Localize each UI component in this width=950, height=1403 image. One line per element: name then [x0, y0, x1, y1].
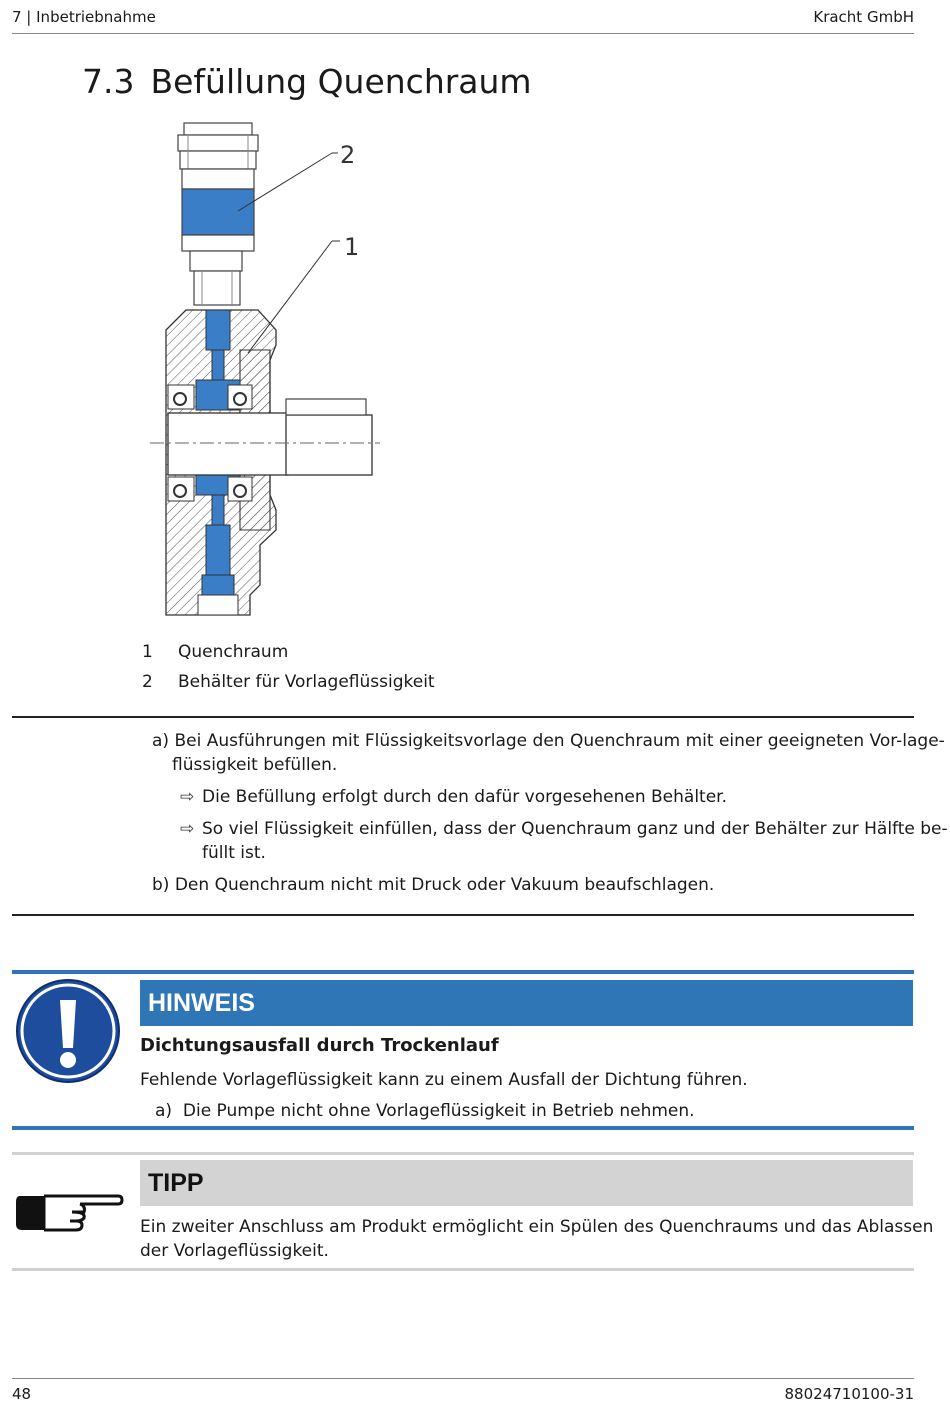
hinweis-step-letter: a)	[155, 1101, 173, 1121]
hinweis-bottom-rule	[12, 1126, 914, 1130]
section-title-text: Befüllung Quenchraum	[150, 62, 532, 101]
result-text: So viel Flüssigkeit einfüllen, dass der Quenchraum ganz und der Behälter zur Hälfte be-	[202, 819, 948, 839]
callout-1: 1	[344, 233, 360, 261]
tipp-line1: Ein zweiter Anschluss am Produkt ermöglicht ein Spülen des Quenchraums und das Ablassen	[140, 1217, 934, 1237]
tipp-label: TIPP	[140, 1160, 913, 1206]
section-title	[82, 62, 532, 101]
legend-item	[142, 672, 435, 692]
footer-doc-number: 88024710100-31	[784, 1385, 914, 1403]
step-a	[152, 729, 945, 753]
hinweis-text: Fehlende Vorlageflüssigkeit kann zu einem Ausfall der Dichtung führen.	[140, 1070, 748, 1090]
result-arrow-icon: ⇨	[180, 819, 195, 839]
tipp-line2: der Vorlageflüssigkeit.	[140, 1241, 329, 1261]
footer-rule	[12, 1378, 914, 1379]
header-company: Kracht GmbH	[813, 8, 914, 26]
result-text-line2: füllt ist.	[202, 843, 266, 863]
instruction-top-rule	[12, 716, 914, 718]
header-rule	[12, 33, 914, 34]
section-number: 7.3	[82, 62, 135, 101]
hinweis-top-rule	[12, 970, 914, 974]
legend-number: 1	[142, 642, 153, 662]
result-text: Die Befüllung erfolgt durch den dafür vorgesehenen Behälter.	[202, 787, 728, 807]
instruction-bottom-rule	[12, 914, 914, 916]
hinweis-step-text: Die Pumpe nicht ohne Vorlageflüssigkeit in Betrieb nehmen.	[182, 1101, 695, 1121]
legend-number: 2	[142, 672, 153, 692]
step-b-letter: b)	[152, 875, 170, 895]
header-chapter: 7 | Inbetriebnahme	[12, 8, 156, 26]
legend-text: Quenchraum	[178, 642, 289, 662]
hinweis-title: Dichtungsausfall durch Trockenlauf	[140, 1035, 499, 1056]
step-b	[152, 873, 714, 897]
hinweis-label: HINWEIS	[140, 980, 913, 1026]
step-a-line2: flüssigkeit befüllen.	[172, 755, 338, 775]
result-arrow-icon: ⇨	[180, 787, 195, 807]
result-item	[180, 785, 727, 809]
seal-cross-section-drawing	[140, 115, 390, 625]
pointing-hand-icon	[14, 1190, 124, 1236]
mandatory-exclamation-icon	[15, 978, 121, 1084]
footer-page-number: 48	[12, 1385, 32, 1403]
hinweis-step	[155, 1099, 695, 1123]
result-item	[180, 817, 948, 841]
step-a-letter: a)	[152, 731, 170, 751]
tipp-bottom-rule	[12, 1268, 914, 1271]
tipp-top-rule	[12, 1152, 914, 1155]
callout-2: 2	[340, 141, 356, 169]
legend-text: Behälter für Vorlageflüssigkeit	[178, 672, 435, 692]
legend-item	[142, 642, 288, 662]
step-a-line1: Bei Ausführungen mit Flüssigkeitsvorlage den Quenchraum mit einer geeigneten Vor-lage-	[174, 731, 945, 751]
step-b-text: Den Quenchraum nicht mit Druck oder Vakuum beaufschlagen.	[174, 875, 715, 895]
